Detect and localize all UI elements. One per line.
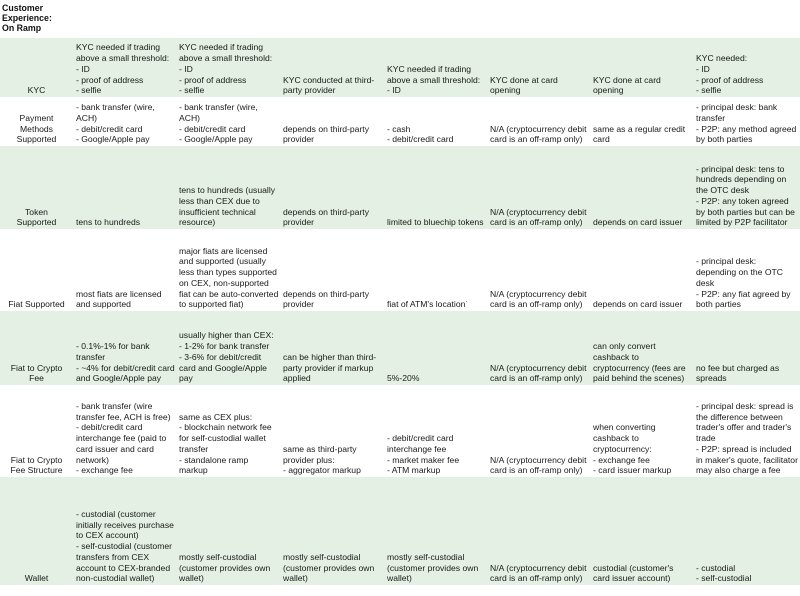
table-cell: same as CEX plus: - blockchain network fee for self-custodial wallet transfer - standalone ramp markup (179, 411, 272, 476)
table-cell: can only convert cashback to cryptocurrency (fees are paid behind the scenes) (593, 341, 686, 384)
table-cell: - custodial (customer initially receives purchase to CEX account) - self-custodial (customer transfers from CEX account to CEX-branded non-custodial wallet) (76, 509, 174, 584)
table-cell: KYC done at card opening (593, 74, 661, 96)
table-cell: depends on third-party provider (283, 206, 369, 228)
table-cell: KYC needed if trading above a small threshold: - ID - proof of address - selfie (179, 42, 273, 96)
table-cell: major fiats are licensed and supported (usually less than types supported on CEX, non-supported fiat can be auto-converted to supported fiat) (179, 245, 279, 310)
table-cell: - bank transfer (wire, ACH) - debit/credit card - Google/Apple pay (179, 102, 258, 145)
row-label: Wallet (24, 573, 49, 584)
row-label: Token Supported (16, 206, 57, 228)
row-label: Fiat to Crypto Fee Structure (10, 454, 63, 476)
table-cell: depends on third-party provider (283, 288, 369, 310)
table-cell: N/A (cryptocurrency debit card is an off-ramp only) (490, 288, 587, 310)
table-cell: - principal desk: spread is the difference between trader's offer and trader's trade - P2P: spread is included in maker's quote, facilitator may also charge a fee (696, 401, 798, 476)
row-label: Payment Methods Supported (16, 112, 57, 145)
table-cell: usually higher than CEX: - 1-2% for bank transfer - 3-6% for debit/credit card and Google/Apple pay (179, 330, 274, 384)
table-cell: N/A (cryptocurrency debit card is an off-ramp only) (490, 206, 587, 228)
table-cell: N/A (cryptocurrency debit card is an off-ramp only) (490, 123, 587, 145)
table-cell: N/A (cryptocurrency debit card is an off-ramp only) (490, 454, 587, 476)
table-cell: tens to hundreds (usually less than CEX due to insufficient technical resource) (179, 185, 276, 228)
table-cell: N/A (cryptocurrency debit card is an off-ramp only) (490, 562, 587, 584)
table-cell: - principal desk: depending on the OTC desk - P2P: any fiat agreed by both parties (696, 256, 791, 310)
table-cell: 5%-20% (387, 373, 420, 384)
table-cell: - principal desk: tens to hundreds depending on the OTC desk - P2P: any token agreed by both parties but can be limited by P2P facilitator (696, 163, 795, 228)
table-cell: mostly self-custodial (customer provides own wallet) (283, 551, 375, 584)
table-cell: mostly self-custodial (customer provides own wallet) (387, 551, 479, 584)
table-cell: no fee but charged as spreads (696, 362, 780, 384)
table-cell: fiat of ATM's location˙ (387, 299, 469, 310)
table-cell: depends on card issuer (593, 217, 683, 228)
table-cell: KYC needed: - ID - proof of address - selfie (696, 53, 764, 96)
table-cell: limited to bluechip tokens (387, 217, 484, 228)
table-cell: - custodial - self-custodial (696, 562, 752, 584)
table-cell: N/A (cryptocurrency debit card is an off-ramp only) (490, 362, 587, 384)
table-title: Customer Experience: On Ramp (2, 3, 52, 34)
table-cell: - debit/credit card interchange fee - market maker fee - ATM markup (387, 433, 460, 476)
table-cell: KYC conducted at third-party provider (283, 74, 375, 96)
table-cell: - bank transfer (wire transfer fee, ACH is free) - debit/credit card interchange fee (paid to card issuer and card network) - exchange fee (76, 401, 171, 476)
table-cell: - 0.1%-1% for bank transfer - ~4% for debit/credit card and Google/Apple pay (76, 341, 175, 384)
table-cell: - principal desk: bank transfer - P2P: any method agreed by both parties (696, 102, 797, 145)
table-cell: custodial (customer's card issuer account) (593, 562, 674, 584)
table-cell: KYC needed if trading above a small threshold: - ID (387, 63, 481, 96)
table-cell: can be higher than third-party provider if markup applied (283, 351, 377, 384)
table-cell: - cash - debit/credit card (387, 123, 454, 145)
table-cell: mostly self-custodial (customer provides own wallet) (179, 551, 271, 584)
table-cell: when converting cashback to cryptocurrency: - exchange fee - card issuer markup (593, 422, 672, 476)
table-cell: most fiats are licensed and supported (76, 288, 162, 310)
row-label: KYC (27, 85, 46, 96)
table-cell: KYC done at card opening (490, 74, 558, 96)
row-label: Fiat to Crypto Fee (10, 362, 63, 384)
row-label: Fiat Supported (8, 299, 65, 310)
table-cell: depends on third-party provider (283, 123, 369, 145)
table-cell: same as third-party provider plus: - aggregator markup (283, 443, 361, 476)
table-cell: same as a regular credit card (593, 123, 686, 145)
table-cell: KYC needed if trading above a small threshold: - ID - proof of address - selfie (76, 42, 170, 96)
table-cell: depends on card issuer (593, 299, 683, 310)
table-cell: tens to hundreds (76, 217, 141, 228)
table-cell: - bank transfer (wire, ACH) - debit/credit card - Google/Apple pay (76, 102, 155, 145)
